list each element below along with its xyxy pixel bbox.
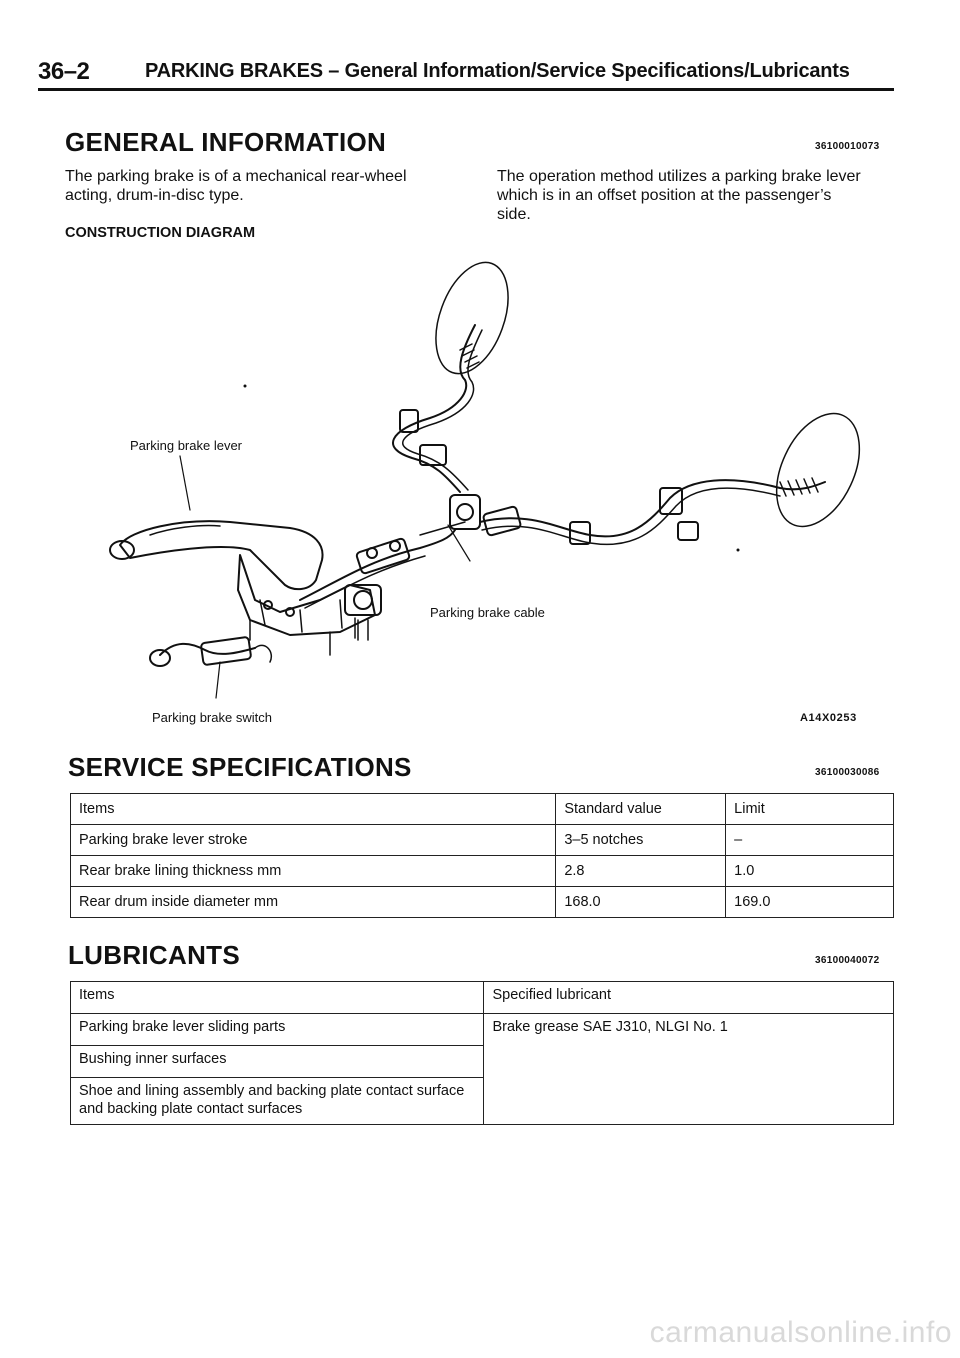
paragraph-line: acting, drum-in-disc type. [65,187,244,204]
lubricants-code: 36100040072 [815,955,880,966]
construction-diagram-title: CONSTRUCTION DIAGRAM [65,225,256,241]
table-cell: Parking brake lever stroke [71,825,556,856]
table-cell-lubricant: Brake grease SAE J310, NLGI No. 1 [484,1014,894,1125]
paragraph-line: The parking brake is of a mechanical rear-wheel [65,168,407,185]
backing-plate-ellipse-right [760,400,876,539]
table-cell: 2.8 [556,856,726,887]
table-cell: 169.0 [726,887,894,918]
table-header-cell: Specified lubricant [484,982,894,1014]
table-cell: – [726,825,894,856]
table-header-row [71,982,894,1014]
table-header-cell: Standard value [556,794,726,825]
watermark: carmanualsonline.info [649,1316,952,1349]
label-parking-brake-switch: Parking brake switch [152,710,272,725]
table-row [71,887,894,918]
table-row [71,856,894,887]
table-cell: 3–5 notches [556,825,726,856]
table-cell: Rear drum inside diameter mm [71,887,556,918]
label-parking-brake-cable: Parking brake cable [430,605,545,620]
switch-harness [160,644,255,655]
table-cell: Parking brake lever sliding parts [71,1014,484,1046]
general-information-paragraph-right [497,167,897,224]
lubricants-title: LUBRICANTS [68,940,240,970]
table-header-cell: Items [71,794,556,825]
table-cell: 168.0 [556,887,726,918]
header-rule [38,88,894,91]
table-row [71,1014,894,1046]
paragraph-line: side. [497,206,531,223]
leader-cable [448,525,470,561]
page-header-title: PARKING BRAKES – General Information/Service Specifications/Lubricants [145,60,850,82]
table-cell: Rear brake lining thickness mm [71,856,556,887]
service-specifications-code: 36100030086 [815,767,880,778]
lever-body [120,521,323,589]
construction-diagram [90,260,880,715]
table-header-cell: Limit [726,794,894,825]
table-header-row [71,794,894,825]
paragraph-line: which is in an offset position at the passenger’s [497,187,832,204]
service-specifications-table [70,793,894,918]
label-parking-brake-lever: Parking brake lever [130,438,242,453]
service-specifications-title: SERVICE SPECIFICATIONS [68,752,412,782]
general-information-code: 36100010073 [815,141,880,152]
table-row [71,825,894,856]
general-information-paragraph-left [65,167,475,205]
table-header-cell: Items [71,982,484,1014]
page-number: 36–2 [38,58,90,85]
cable-front [300,530,455,600]
table-cell: 1.0 [726,856,894,887]
leader-lever [180,456,190,510]
general-information-title: GENERAL INFORMATION [65,127,387,157]
diagram-code: A14X0253 [800,712,857,724]
leader-switch [216,662,220,698]
lubricants-table [70,981,894,1125]
table-cell: Bushing inner surfaces [71,1046,484,1078]
table-cell: Shoe and lining assembly and backing plate contact surface and backing plate contact surfaces [71,1078,484,1125]
paragraph-line: The operation method utilizes a parking brake lever [497,168,861,185]
